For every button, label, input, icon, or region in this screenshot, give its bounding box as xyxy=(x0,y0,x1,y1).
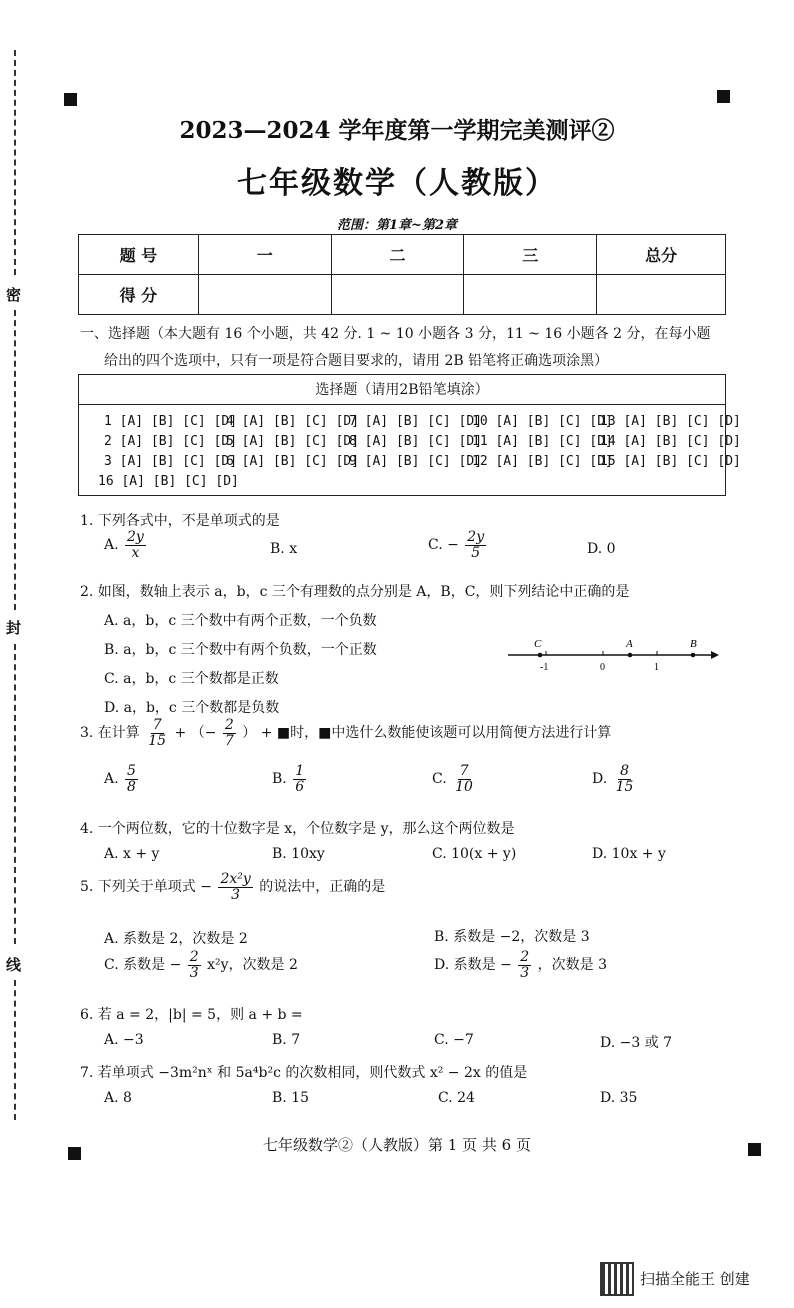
q5-d-fraction xyxy=(518,950,531,980)
q3-option-b[interactable] xyxy=(272,764,308,794)
answer-row-7[interactable]: 7 [A] [B] [C] [D] xyxy=(349,414,483,429)
q1-a-label: A. xyxy=(104,537,119,554)
q3-mid: + （− xyxy=(174,725,217,742)
score-input-cell[interactable] xyxy=(198,275,331,315)
q2-option-b[interactable]: B. a，b，c 三个数中有两个负数，一个正数 xyxy=(104,642,377,658)
seal-char-xian: 线 xyxy=(6,956,22,974)
q4-stem: 4. 一个两位数，它的十位数字是 x，个位数字是 y，那么这个两位数是 xyxy=(80,821,515,837)
answer-row-16[interactable]: 16 [A] [B] [C] [D] xyxy=(98,474,239,489)
answer-row-5[interactable]: 5 [A] [B] [C] [D] xyxy=(226,434,360,449)
q3-frac-2 xyxy=(223,718,236,748)
answer-row-13[interactable]: 13 [A] [B] [C] [D] xyxy=(600,414,741,429)
point-c xyxy=(538,653,543,658)
q3-b-label: B. xyxy=(272,771,287,788)
q5-c-post: x²y，次数是 2 xyxy=(207,957,298,974)
score-input-cell[interactable] xyxy=(331,275,464,315)
answer-row-9[interactable]: 9 [A] [B] [C] [D] xyxy=(349,454,483,469)
q1-c-label: C. − xyxy=(428,537,459,554)
frac-num: 2 xyxy=(224,717,234,733)
q2-option-c[interactable]: C. a，b，c 三个数都是正数 xyxy=(104,671,279,687)
score-cell: 得 分 xyxy=(79,275,199,315)
q3-suffix: ） + ■时，■中选什么数能使该题可以用简便方法进行计算 xyxy=(242,725,612,742)
section-1-instructions-line2: 给出的四个选项中，只有一项是符合题目要求的，请用 2B 铅笔将正确选项涂黑） xyxy=(104,353,609,369)
q3-b-fraction xyxy=(293,764,306,794)
q6-option-d[interactable]: D. −3 或 7 xyxy=(600,1035,673,1051)
q3-c-label: C. xyxy=(432,771,447,788)
q7-option-c[interactable]: C. 24 xyxy=(438,1090,475,1106)
score-table xyxy=(78,234,726,315)
q5-suffix: 的说法中，正确的是 xyxy=(259,879,386,896)
label-c: C xyxy=(534,638,542,650)
arrow-icon xyxy=(711,651,719,659)
seal-char-feng: 封 xyxy=(6,619,22,637)
frac-num: 2y xyxy=(127,529,144,545)
q6-option-a[interactable]: A. −3 xyxy=(104,1032,144,1048)
frac-den: x xyxy=(131,544,140,561)
answer-row-6[interactable]: 6 [A] [B] [C] [D] xyxy=(226,454,360,469)
frac-num: 7 xyxy=(459,763,469,779)
frac-den: 3 xyxy=(520,964,530,981)
corner-mark-top-right xyxy=(717,90,730,103)
answer-row-12[interactable]: 12 [A] [B] [C] [D] xyxy=(472,454,613,469)
q2-option-d[interactable]: D. a，b，c 三个数都是负数 xyxy=(104,700,280,716)
frac-den: 3 xyxy=(231,886,241,903)
score-cell: 三 xyxy=(464,235,597,275)
q1-c-fraction xyxy=(465,530,486,560)
q3-c-fraction xyxy=(453,764,475,794)
exam-title: 2023—2024 学年度第一学期完美测评② xyxy=(179,117,615,144)
tick-label-zero: 0 xyxy=(600,662,605,673)
frac-num: 5 xyxy=(127,763,136,779)
score-table-header-row xyxy=(79,235,726,275)
q3-option-c[interactable] xyxy=(432,764,477,794)
answer-row-11[interactable]: 11 [A] [B] [C] [D] xyxy=(472,434,613,449)
seal-char-mi: 密 xyxy=(6,286,22,304)
q1-option-c[interactable] xyxy=(428,530,488,560)
q3-d-fraction xyxy=(614,764,636,794)
tick-label-minus-one: -1 xyxy=(540,662,549,673)
q4-option-d[interactable]: D. 10x + y xyxy=(592,846,666,862)
answer-row-8[interactable]: 8 [A] [B] [C] [D] xyxy=(349,434,483,449)
q5-c-pre: C. 系数是 − xyxy=(104,957,182,974)
q5-option-b[interactable]: B. 系数是 −2，次数是 3 xyxy=(434,929,590,945)
q3-stem xyxy=(80,718,611,748)
scanner-watermark: 扫描全能王 创建 xyxy=(640,1270,750,1288)
frac-den: 7 xyxy=(224,732,234,749)
exam-subtitle: 七年级数学（人教版） xyxy=(237,166,557,201)
frac-den: 8 xyxy=(127,778,136,795)
answer-row-4[interactable]: 4 [A] [B] [C] [D] xyxy=(226,414,360,429)
section-1-instructions-line1: 一、选择题（本大题有 16 个小题，共 42 分. 1 ~ 10 小题各 3 分，11 ~ 16 小题各 2 分，在每小题 xyxy=(80,326,711,342)
q1-option-d[interactable]: D. 0 xyxy=(587,541,616,557)
q1-stem: 1. 下列各式中，不是单项式的是 xyxy=(80,513,280,529)
score-input-cell[interactable] xyxy=(464,275,597,315)
q1-option-b[interactable]: B. x xyxy=(270,541,298,557)
q4-option-b[interactable]: B. 10xy xyxy=(272,846,325,862)
answer-row-3[interactable]: 3 [A] [B] [C] [D] xyxy=(104,454,238,469)
number-line-diagram xyxy=(505,630,725,676)
answer-row-15[interactable]: 15 [A] [B] [C] [D] xyxy=(600,454,741,469)
q5-option-a[interactable]: A. 系数是 2，次数是 2 xyxy=(104,931,248,947)
answer-row-1[interactable]: 1 [A] [B] [C] [D] xyxy=(104,414,238,429)
frac-num: 1 xyxy=(295,763,305,779)
answer-row-14[interactable]: 14 [A] [B] [C] [D] xyxy=(600,434,741,449)
q7-option-d[interactable]: D. 35 xyxy=(600,1090,638,1106)
exam-range: 范围：第1章~第2章 xyxy=(337,218,457,233)
q3-frac-1 xyxy=(146,718,168,748)
q4-option-c[interactable]: C. 10(x + y) xyxy=(432,846,517,862)
frac-num: 8 xyxy=(620,763,630,779)
q5-stem xyxy=(80,872,385,902)
q5-c-fraction xyxy=(188,950,201,980)
q3-option-a[interactable] xyxy=(104,764,140,794)
q7-option-a[interactable]: A. 8 xyxy=(104,1090,132,1106)
frac-num: 2 xyxy=(520,949,530,965)
q6-stem: 6. 若 a = 2，|b| = 5，则 a + b = xyxy=(80,1007,303,1023)
frac-den: 6 xyxy=(295,778,305,795)
q1-option-a[interactable] xyxy=(104,530,148,560)
q4-option-a[interactable]: A. x + y xyxy=(104,846,160,862)
frac-den: 15 xyxy=(148,732,167,749)
score-table-score-row xyxy=(79,275,726,315)
seal-line-3 xyxy=(14,644,16,944)
q6-option-b[interactable]: B. 7 xyxy=(272,1032,301,1048)
q5-fraction xyxy=(218,872,252,902)
label-b: B xyxy=(690,638,697,650)
score-cell: 总分 xyxy=(597,235,726,275)
q7-option-b[interactable]: B. 15 xyxy=(272,1090,310,1106)
score-input-cell[interactable] xyxy=(597,275,726,315)
q5-d-pre: D. 系数是 − xyxy=(434,957,512,974)
frac-den: 3 xyxy=(189,964,199,981)
q3-option-d[interactable] xyxy=(592,764,637,794)
q3-a-label: A. xyxy=(104,771,119,788)
q7-stem: 7. 若单项式 −3m²nˣ 和 5a⁴b²c 的次数相同，则代数式 x² − 2x 的值是 xyxy=(80,1065,528,1081)
answer-row-2[interactable]: 2 [A] [B] [C] [D] xyxy=(104,434,238,449)
answer-sheet-header: 选择题（请用2B铅笔填涂） xyxy=(79,375,725,405)
q5-option-c[interactable] xyxy=(104,950,298,980)
answer-row-10[interactable]: 10 [A] [B] [C] [D] xyxy=(472,414,613,429)
qr-code-icon xyxy=(600,1262,634,1296)
score-cell: 题 号 xyxy=(79,235,199,275)
frac-num: 2 xyxy=(189,949,199,965)
corner-mark-top-left xyxy=(64,93,77,106)
score-cell: 一 xyxy=(198,235,331,275)
q3-d-label: D. xyxy=(592,771,608,788)
seal-line-4 xyxy=(14,980,16,1120)
frac-den: 10 xyxy=(455,778,473,795)
q1-a-fraction xyxy=(125,530,146,560)
label-a: A xyxy=(626,638,633,650)
q2-option-a[interactable]: A. a，b，c 三个数中有两个正数，一个负数 xyxy=(104,613,377,629)
q5-option-d[interactable] xyxy=(434,950,607,980)
q5-prefix: 5. 下列关于单项式 − xyxy=(80,879,212,896)
q6-option-c[interactable]: C. −7 xyxy=(434,1032,474,1048)
q2-stem: 2. 如图，数轴上表示 a，b，c 三个有理数的点分别是 A，B，C，则下列结论中正确的是 xyxy=(80,584,630,600)
point-a xyxy=(628,653,633,658)
frac-num: 2y xyxy=(467,529,485,545)
q5-d-post: ，次数是 3 xyxy=(537,957,607,974)
frac-num: 7 xyxy=(152,717,162,733)
seal-line-2 xyxy=(14,310,16,610)
frac-den: 15 xyxy=(615,778,634,795)
frac-den: 5 xyxy=(471,544,481,561)
point-b xyxy=(691,653,696,658)
q3-prefix: 3. 在计算 xyxy=(80,725,140,742)
frac-num: 2x²y xyxy=(220,871,251,887)
q3-a-fraction xyxy=(125,764,138,794)
page-footer: 七年级数学②（人教版）第 1 页 共 6 页 xyxy=(263,1136,531,1154)
tick-label-one: 1 xyxy=(654,662,659,673)
score-cell: 二 xyxy=(331,235,464,275)
